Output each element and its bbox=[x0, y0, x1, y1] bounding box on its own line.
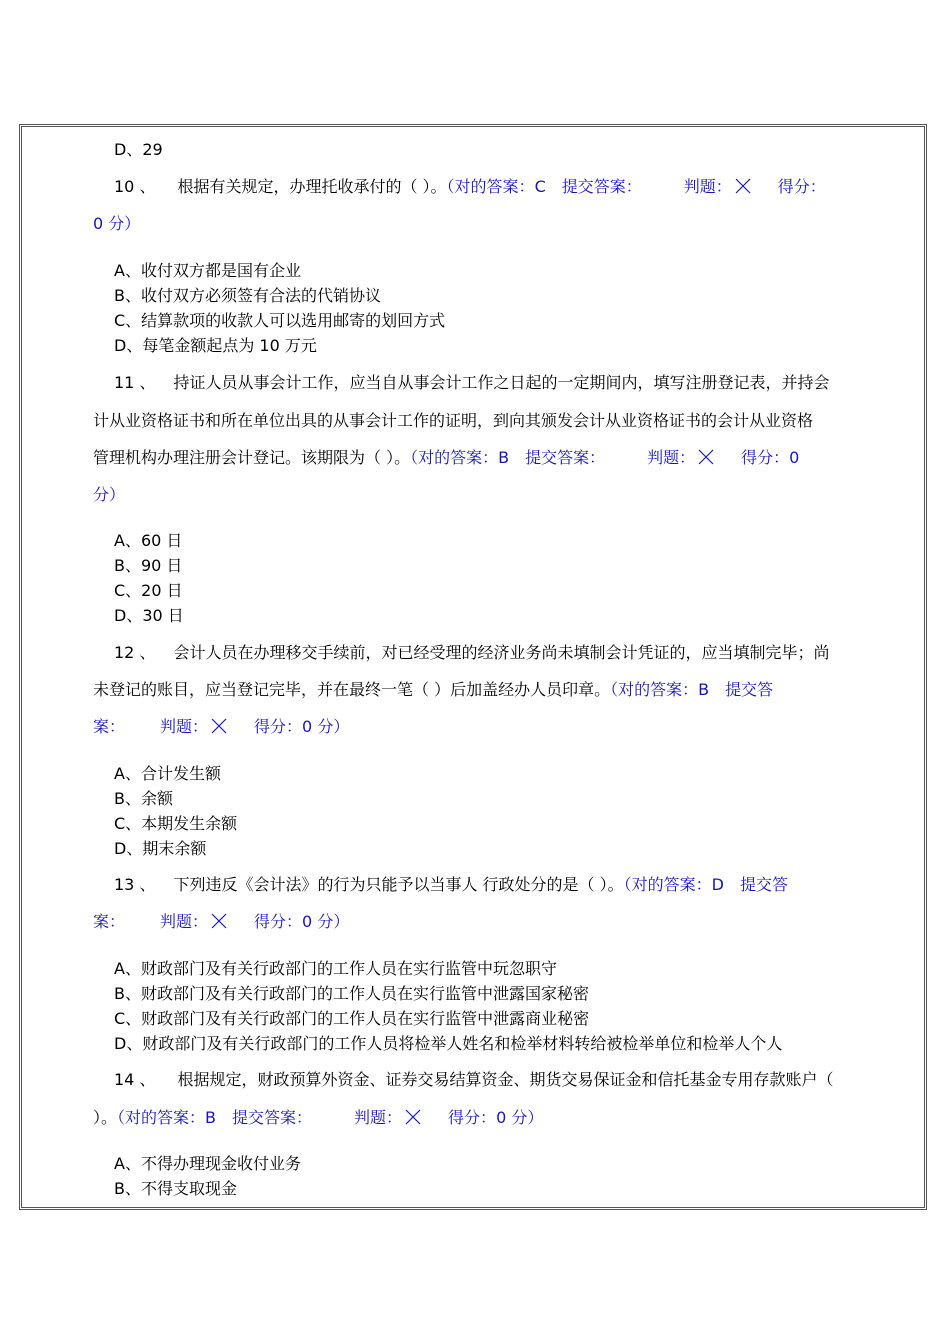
judge-label: 判题： bbox=[683, 177, 732, 196]
submitted-answer-label-cont: 案： bbox=[93, 717, 126, 736]
question-13 bbox=[114, 875, 788, 895]
score-label: 得分： bbox=[777, 177, 826, 196]
option-a: A、财政部门及有关行政部门的工作人员在实行监管中玩忽职守 bbox=[114, 959, 557, 978]
option-b: B、收付双方必须签有合法的代销协议 bbox=[114, 286, 381, 305]
option-b: B、90 日 bbox=[114, 556, 183, 575]
correct-answer: D bbox=[711, 875, 724, 894]
score-value: 0 bbox=[789, 448, 800, 467]
judge-label: 判题： bbox=[160, 717, 209, 736]
option-a: A、不得办理现金收付业务 bbox=[114, 1154, 301, 1173]
correct-answer-label: （对的答案： bbox=[446, 177, 535, 196]
score-value: 0 分） bbox=[93, 214, 141, 233]
score-close: 分） bbox=[93, 485, 126, 504]
judge-label: 判题： bbox=[160, 912, 209, 931]
correct-answer-label: （对的答案： bbox=[117, 1108, 206, 1127]
correct-answer-label: （对的答案： bbox=[610, 680, 699, 699]
correct-answer-label: （对的答案： bbox=[623, 875, 712, 894]
question-text: 未登记的账目，应当登记完毕，并在最终一笔（ ）后加盖经办人员印章。 bbox=[93, 680, 611, 699]
question-10 bbox=[114, 177, 826, 197]
score-label: 得分： bbox=[254, 912, 303, 931]
cross-icon bbox=[697, 448, 715, 466]
score-label: 得分： bbox=[741, 448, 790, 467]
option-a: A、收付双方都是国有企业 bbox=[114, 261, 301, 280]
question-text-line bbox=[93, 448, 799, 468]
question-text: 会计人员在办理移交手续前，对已经受理的经济业务尚未填制会计凭证的，应当填制完毕；尚 bbox=[173, 643, 830, 662]
cross-icon bbox=[404, 1108, 422, 1126]
correct-answer: B bbox=[205, 1108, 217, 1127]
question-number: 12 、 bbox=[114, 643, 156, 662]
correct-answer: B bbox=[498, 448, 510, 467]
score-value: 0 分） bbox=[496, 1108, 544, 1127]
option-c: C、20 日 bbox=[114, 581, 183, 600]
question-12 bbox=[114, 643, 829, 663]
submitted-answer-label: 提交答案： bbox=[525, 448, 606, 467]
question-14 bbox=[114, 1070, 833, 1090]
submitted-answer-label: 提交答 bbox=[739, 875, 788, 894]
option-a: A、60 日 bbox=[114, 531, 183, 550]
submitted-answer-label: 提交答案： bbox=[561, 177, 642, 196]
question-text: 根据规定，财政预算外资金、证券交易结算资金、期货交易保证金和信托基金专用存款账户（ bbox=[177, 1070, 834, 1089]
question-text: 管理机构办理注册会计登记。该期限为（ ）。 bbox=[93, 448, 411, 467]
feedback-line bbox=[93, 912, 349, 932]
option-d: D、29 bbox=[114, 140, 163, 159]
question-11 bbox=[114, 373, 829, 393]
option-c: C、结算款项的收款人可以选用邮寄的划回方式 bbox=[114, 311, 446, 330]
question-text-line: 计从业资格证书和所在单位出具的从事会计工作的证明，到向其颁发会计从业资格证书的会计从业资格 bbox=[93, 411, 814, 430]
question-number: 11 、 bbox=[114, 373, 156, 392]
submitted-answer-label: 提交答案： bbox=[232, 1108, 313, 1127]
submitted-answer-label-cont: 案： bbox=[93, 912, 126, 931]
score-label: 得分： bbox=[254, 717, 303, 736]
judge-label: 判题： bbox=[647, 448, 696, 467]
question-text: 根据有关规定，办理托收承付的（ ）。 bbox=[177, 177, 447, 196]
correct-answer: C bbox=[534, 177, 546, 196]
question-text: 持证人员从事会计工作，应当自从事会计工作之日起的一定期间内，填写注册登记表，并持会 bbox=[173, 373, 830, 392]
question-text-line bbox=[93, 680, 773, 700]
judge-label: 判题： bbox=[354, 1108, 403, 1127]
question-text: ）。 bbox=[93, 1108, 118, 1127]
option-b: B、余额 bbox=[114, 789, 173, 808]
score-value: 0 分） bbox=[302, 912, 350, 931]
feedback-line bbox=[93, 1108, 543, 1128]
score-value: 0 分） bbox=[302, 717, 350, 736]
option-d: D、期末余额 bbox=[114, 839, 207, 858]
question-number: 13 、 bbox=[114, 875, 156, 894]
option-d: D、财政部门及有关行政部门的工作人员将检举人姓名和检举材料转给被检举单位和检举人个人 bbox=[114, 1034, 783, 1053]
submitted-answer-label: 提交答 bbox=[725, 680, 774, 699]
option-d: D、30 日 bbox=[114, 606, 184, 625]
option-b: B、财政部门及有关行政部门的工作人员在实行监管中泄露国家秘密 bbox=[114, 984, 589, 1003]
option-c: C、本期发生余额 bbox=[114, 814, 238, 833]
question-number: 10 、 bbox=[114, 177, 156, 196]
feedback-line bbox=[93, 717, 349, 737]
question-text: 下列违反《会计法》的行为只能予以当事人 行政处分的是（ ）。 bbox=[173, 875, 624, 894]
cross-icon bbox=[210, 717, 228, 735]
cross-icon bbox=[210, 912, 228, 930]
correct-answer-label: （对的答案： bbox=[410, 448, 499, 467]
cross-icon bbox=[734, 177, 752, 195]
question-number: 14 、 bbox=[114, 1070, 156, 1089]
option-c: C、财政部门及有关行政部门的工作人员在实行监管中泄露商业秘密 bbox=[114, 1009, 590, 1028]
score-label: 得分： bbox=[448, 1108, 497, 1127]
correct-answer: B bbox=[698, 680, 710, 699]
option-d: D、每笔金额起点为 10 万元 bbox=[114, 336, 317, 355]
option-a: A、合计发生额 bbox=[114, 764, 221, 783]
option-b: B、不得支取现金 bbox=[114, 1179, 237, 1198]
